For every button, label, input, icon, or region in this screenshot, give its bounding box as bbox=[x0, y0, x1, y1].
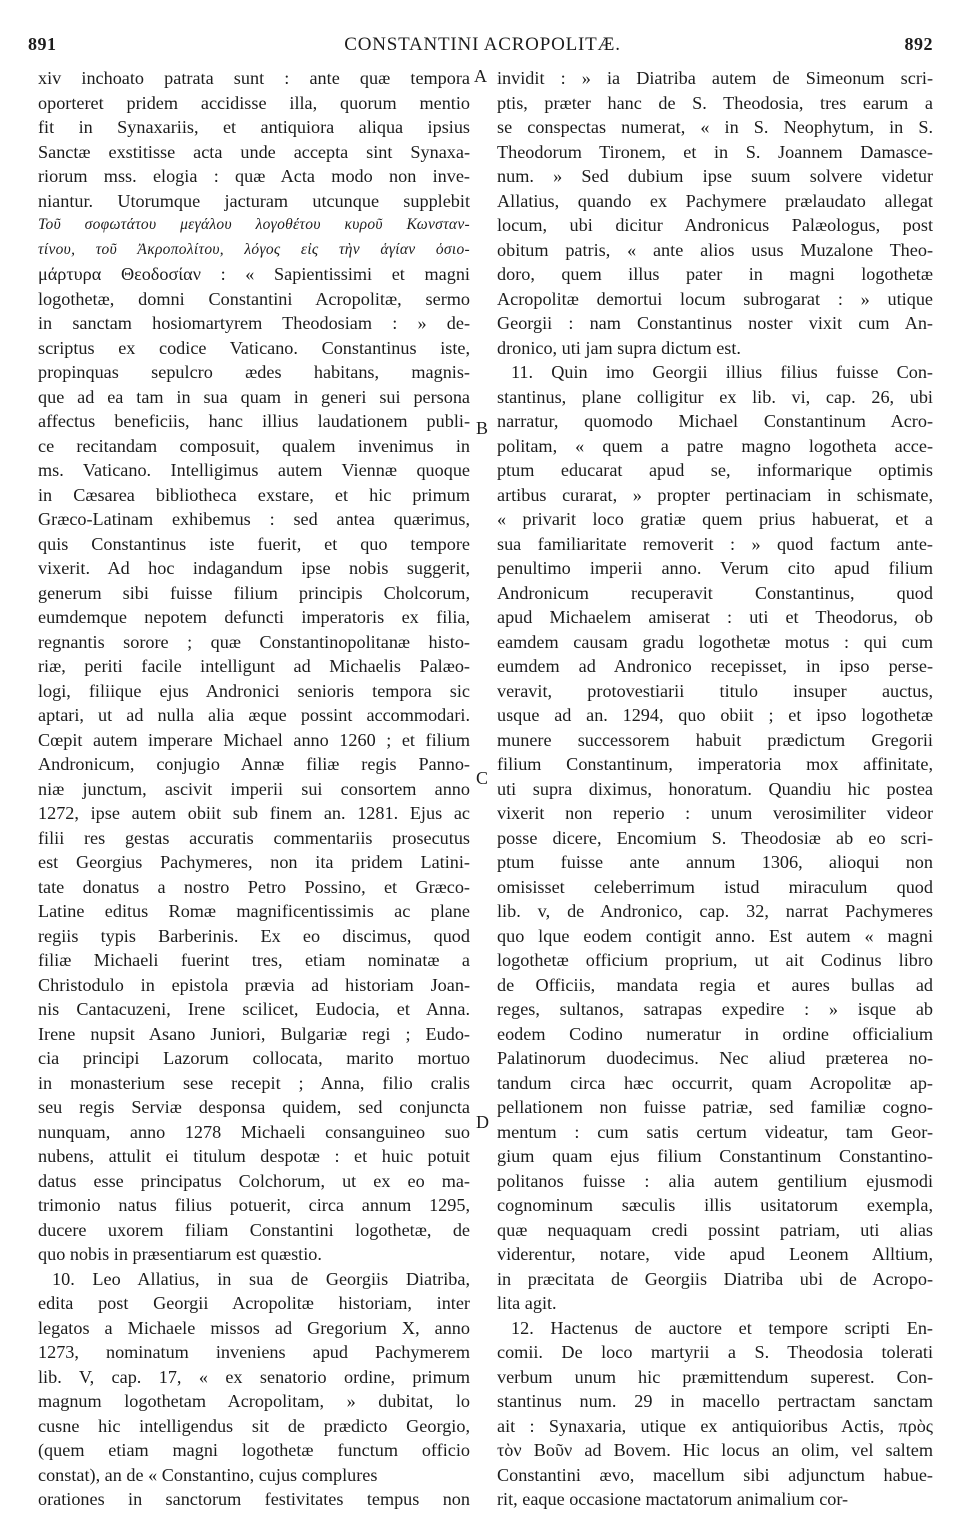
text-line: riæ, periti facile intelligunt ad Michaelis Palæo- bbox=[38, 656, 470, 676]
text-line: 11. Quin imo Georgii illius filius fuisse Con- bbox=[511, 362, 933, 382]
text-line: que ad ea tam in sua quam in generi sui persona bbox=[38, 386, 470, 407]
text-line: usque ad an. 1294, quo obiit ; et ipso logothetæ bbox=[497, 705, 933, 725]
text-line: ce recitandam composuit, qualem invenimus in bbox=[38, 435, 470, 456]
text-line: viderentur, notare, vide apud Leonem Alltium, bbox=[497, 1244, 933, 1264]
text-line: datus esse principatus Colchorum, ut ex eo ma- bbox=[38, 1170, 470, 1191]
text-line: artibus curarat, » propter pertinaciam in schismate, bbox=[497, 484, 933, 505]
text-line: Andronicum recuperavit Constantinus, quod bbox=[497, 582, 933, 603]
margin-letter-b: B bbox=[476, 418, 489, 438]
text-line: est Georgius Pachymeres, non ita pridem Latini- bbox=[38, 852, 470, 872]
text-line: filiæ Michaeli fuerint tres, etiam nominatæ a bbox=[38, 950, 470, 970]
text-line: Allatius, quando ex Pachymere prælaudato allegat bbox=[497, 190, 933, 211]
text-line: quo nobis in præsentiarum est quæstio. bbox=[38, 1244, 322, 1264]
text-line: niantur. Utorumque jacturam utcunque supplebit bbox=[38, 190, 470, 211]
text-line: niæ junctum, ascivit imperii sui consortem anno bbox=[38, 778, 470, 799]
text-line: omisisset celeberrimum istud miraculum quod bbox=[497, 876, 933, 897]
text-line: tandum circa hæc occurrit, quam Acropolitæ ap- bbox=[497, 1072, 933, 1093]
text-line: 12. Hactenus de auctore et tempore scripti En- bbox=[511, 1317, 933, 1338]
text-line: fit in Synaxariis, et antiquiora aliqua ipsius bbox=[38, 117, 470, 137]
text-line: riorum mss. elogia : quæ Acta modo non inve- bbox=[38, 166, 470, 186]
text-line: gium quam ejus filium Constantinum Constantino- bbox=[497, 1146, 933, 1166]
text-line: Irene nupsit Asano Juniori, Bulgariæ regi ; Eudo- bbox=[38, 1023, 470, 1044]
text-line: trimonio natus filius potuerit, circa annum 1295, bbox=[38, 1195, 470, 1215]
text-line: nis Cantacuzeni, Irene scilicet, Eudocia, et Anna. bbox=[38, 999, 470, 1019]
text-line: Acropolitæ demortui locum subrogarat : » utique bbox=[497, 288, 933, 309]
text-line: stantinus, plane colligitur ex lib. vi, cap. 26, ubi bbox=[497, 386, 933, 407]
text-line: regnantis sorore ; quæ Constantinopolitanæ histo- bbox=[38, 631, 470, 652]
text-line: Georgii : nam Constantinus noster vixit cum An- bbox=[497, 313, 933, 333]
text-line: generum sibi fuisse filium principis Cholcorum, bbox=[38, 582, 470, 603]
text-line: uti supra diximus, honoratum. Quandiu hic postea bbox=[497, 778, 933, 799]
page-number-right: 892 bbox=[904, 34, 933, 54]
text-line: Andronicum, conjugio Annæ filiæ regis Panno- bbox=[38, 754, 470, 774]
text-line: propinquas sepulcro ædes habitans, magnis- bbox=[38, 362, 470, 382]
text-line: comii. De loco martyrii a S. Theodosia tolerati bbox=[497, 1342, 933, 1362]
text-line: de Officiis, mandata regia et aures bullas ad bbox=[497, 974, 933, 995]
text-line: penultimo imperii anno. Verum cito apud filium bbox=[497, 558, 933, 578]
text-line: quo lque eodem contigit anno. Est autem « magni bbox=[497, 925, 933, 946]
text-line: regiis typis Barberinis. Ex eo discimus, quod bbox=[38, 925, 470, 946]
text-line: nubens, attulit ei titulum despotæ : et huic potuit bbox=[38, 1146, 470, 1166]
text-line: obitum patris, « ante alios usus Muzalone Theo- bbox=[497, 239, 933, 260]
text-line: cognominum sæculis illis usitatorum exempla, bbox=[497, 1195, 933, 1215]
text-line: 10. Leo Allatius, in sua de Georgiis Diatriba, bbox=[52, 1268, 470, 1289]
text-line: Theodorum Tironem, et in S. Joannem Damasce- bbox=[497, 141, 933, 162]
text-line: orationes in sanctorum festivitates tempus non bbox=[38, 1489, 470, 1509]
page-number-left: 891 bbox=[28, 34, 57, 54]
text-line: eumdem ad Andronico recepisset, in ipso perse- bbox=[497, 656, 933, 676]
text-line: magnum logothetam Acropolitam, » dubitat, lo bbox=[38, 1391, 470, 1411]
text-line: cia principi Lazorum collocata, marito mortuo bbox=[38, 1048, 470, 1068]
text-line: cusne hic intelligendus sit de prædicto Georgio, bbox=[38, 1415, 470, 1436]
text-line: legatos a Michaele missos ad Gregorium X, anno bbox=[38, 1317, 470, 1338]
text-line: sua familiaritate removerit : » quod factum ante- bbox=[497, 533, 933, 554]
text-line: (quem etiam magni logothetæ functum officio bbox=[38, 1440, 470, 1460]
text-line: dronico, uti jam supra dictum est. bbox=[497, 337, 741, 358]
text-line: rit, eaque occasione mactatorum animalium cor- bbox=[497, 1489, 849, 1509]
text-line: eamdem causam gradu logothetæ motus : qui cum bbox=[497, 631, 933, 652]
text-line: stantinus num. 29 in macello pertractam sanctam bbox=[497, 1391, 933, 1411]
text-line: logothetæ, domni Constantini Acropolitæ, sermo bbox=[38, 288, 470, 309]
text-line: mentum : cum satis certum videatur, tam Geor- bbox=[497, 1121, 933, 1142]
text-line: pellationem non fuisse patriæ, sed familiæ cogno- bbox=[497, 1097, 933, 1117]
text-line: quis Constantinus iste fuerit, et quo tempore bbox=[38, 533, 470, 554]
text-line: apud Michaelem amiserat : uti et Theodorus, ob bbox=[497, 607, 933, 627]
text-line: τίνου, τοῦ Ἀκροπολίτου, λόγος εἰς τὴν ἁγίαν ὁσιο- bbox=[38, 240, 470, 258]
right-text-column bbox=[497, 66, 933, 1512]
text-line: posse dicere, Encomium S. Theodosiæ ab eo scri- bbox=[497, 827, 933, 848]
text-line: num. » Sed dubium ipse suum solvere videtur bbox=[497, 166, 933, 186]
text-line: ducere uxorem filiam Constantini logothetæ, de bbox=[38, 1219, 470, 1240]
text-line: xiv inchoato patrata sunt : ante quæ tempora bbox=[38, 68, 470, 88]
left-text-column bbox=[38, 66, 470, 1512]
text-line: affectus beneficiis, hanc illius laudationem publi- bbox=[38, 411, 470, 431]
text-line: Τοῦ σοφωτάτου μεγάλου λογοθέτου κυροῦ Κωνσταν- bbox=[38, 216, 470, 233]
text-line: logothetæ officium proprium, ut ait Codinus libro bbox=[497, 950, 933, 970]
text-line: in Cæsarea bibliotheca exstare, et hic primum bbox=[38, 484, 470, 505]
text-line: Latine editus Romæ magnificentissimis ac plane bbox=[38, 901, 470, 921]
text-line: Palatinorum duodecimus. Nec aliud præterea no- bbox=[497, 1048, 933, 1068]
text-line: doro, quem illus pater in magni logothetæ bbox=[497, 264, 933, 284]
text-line: ms. Vaticano. Intelligimus autem Viennæ quoque bbox=[38, 460, 470, 480]
text-line: veravit, protovestiarii titulo insuper auctus, bbox=[497, 680, 933, 701]
text-line: Christodulo in epistola prævia ad historiam Joan- bbox=[38, 974, 470, 995]
text-line: ptis, præter hanc de S. Theodosia, tres earum a bbox=[497, 92, 933, 113]
text-line: Sanctæ exstitisse acta unde accepta sint Synaxa- bbox=[38, 141, 470, 162]
text-line: eumdemque nepotem defuncti imperatoris ex filia, bbox=[38, 607, 470, 627]
margin-letter-a: A bbox=[474, 66, 487, 86]
text-line: lib. V, cap. 17, « ex senatorio ordine, primum bbox=[38, 1366, 470, 1387]
text-line: ait : Synaxaria, utique ex antiquioribus Actis, πρὸς bbox=[497, 1415, 933, 1436]
text-line: reges, sultanos, satrapas expedire : » isque ab bbox=[497, 999, 933, 1019]
text-line: edita post Georgii Acropolitæ historiam, inter bbox=[38, 1293, 470, 1313]
text-line: in sanctam hosiomartyrem Theodosiam : » de- bbox=[38, 313, 470, 333]
text-line: in monasterium sese recepit ; Anna, filio cralis bbox=[38, 1072, 470, 1093]
running-title: CONSTANTINI ACROPOLITÆ. bbox=[344, 34, 621, 55]
text-line: ptum educarat apud se, informarique optimis bbox=[497, 460, 933, 480]
text-line: tate donatus a nostro Petro Possino, et Græco- bbox=[38, 876, 470, 897]
text-line: se conspectas numerat, « in S. Neophytum, in S. bbox=[497, 117, 933, 137]
text-line: politam, « quem a patre magno logotheta acce- bbox=[497, 435, 933, 456]
margin-letter-c: C bbox=[476, 768, 489, 788]
text-line: ptum fuisse ante annum 1306, alioqui non bbox=[497, 852, 933, 872]
text-line: oporteret pridem accidisse illa, quorum mentio bbox=[38, 92, 470, 113]
text-line: 1273, nominatum inveniens apud Pachymerem bbox=[38, 1342, 470, 1362]
text-line: lita agit. bbox=[497, 1293, 557, 1313]
text-line: « privarit loco gratiæ quem prius habuerat, et a bbox=[497, 509, 933, 529]
text-line: logi, filiique ejus Andronici senioris tempora sic bbox=[38, 680, 470, 701]
text-line: verbum unum hic præmittendum superest. Con- bbox=[497, 1366, 933, 1387]
text-line: Cœpit autem imperare Michael anno 1260 ; et filium bbox=[38, 729, 470, 750]
text-line: constat), an de « Constantino, cujus complures bbox=[38, 1464, 378, 1485]
margin-letter-d: D bbox=[476, 1112, 489, 1132]
text-line: quæ nequaquam credi possint patriam, uti alias bbox=[497, 1219, 933, 1240]
text-line: τὸν Βοῦν ad Bovem. Hic locus an olim, vel saltem bbox=[497, 1440, 933, 1460]
text-line: politanos fuisse : alia autem gentilium ejusmodi bbox=[497, 1170, 933, 1191]
text-line: lib. v, de Andronico, cap. 32, narrat Pachymeres bbox=[497, 901, 933, 921]
text-line: vixerit non reperio : unum verosimiliter videor bbox=[497, 803, 933, 823]
text-line: aptari, ut ad nulla alia æque possint accommodari. bbox=[38, 705, 470, 725]
text-line: seu regis Serviæ desponsa quidem, sed conjuncta bbox=[38, 1097, 470, 1117]
text-line: Constantini ævo, macellum sibi adjunctum habue- bbox=[497, 1464, 933, 1485]
text-line: nunquam, anno 1278 Michaeli consanguineo suo bbox=[38, 1121, 470, 1142]
text-line: Græco-Latinam exhibemus : sed antea quærimus, bbox=[38, 509, 470, 529]
text-line: μάρτυρα Θεοδοσίαν : « Sapientissimi et magni bbox=[38, 264, 470, 284]
text-line: in præcitata de Georgiis Diatriba ubi de Acropo- bbox=[497, 1268, 933, 1289]
text-line: invidit : » ia Diatriba autem de Simeonum scri- bbox=[497, 68, 933, 88]
text-line: eodem Codino numeratur in ordine officialium bbox=[497, 1023, 933, 1044]
text-line: narratur, quomodo Michael Constantinum Acro- bbox=[497, 411, 933, 431]
text-line: 1272, ipse autem obiit sub finem an. 1281. Ejus ac bbox=[38, 803, 470, 823]
text-line: vixerit. Ad hoc indagandum ipse nobis suggerit, bbox=[38, 558, 470, 578]
text-line: munere successorem habuit prædictum Gregorii bbox=[497, 729, 933, 750]
text-line: filii res gestas accuratis commentariis prosecutus bbox=[38, 827, 470, 848]
text-line: locum, ubi dicitur Andronicus Palæologus, post bbox=[497, 215, 933, 235]
text-line: filium Constantinum, imperatoria mox affinitate, bbox=[497, 754, 933, 774]
text-line: scriptus ex codice Vaticano. Constantinus iste, bbox=[38, 337, 470, 358]
